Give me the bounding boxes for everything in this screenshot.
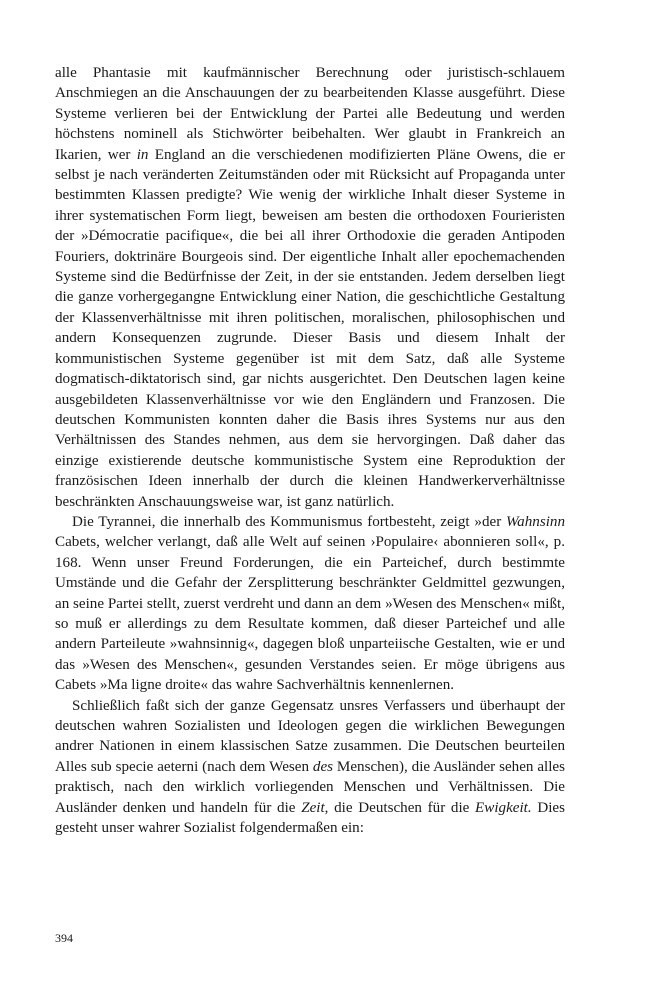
italic-text: Ewigkeit.: [475, 799, 532, 816]
text-run: Die Tyrannei, die innerhalb des Kommunismus fortbesteht, zeigt »der: [72, 513, 506, 530]
text-run: alle Phantasie mit kaufmännischer Berechnung oder juristisch-schlauem Anschmiegen an die Anschauungen der zu bearbeitenden Klasse ausgeführt. Diese Systeme verlieren bei der Entwicklung der Partei alle Bedeutung und werden höchstens nominell als Stichwörter beibehalten. Wer glaubt in Frankreich an Ikarien, wer: [55, 65, 565, 163]
text-run: , die Deutschen für die: [324, 799, 476, 816]
italic-text: Zeit: [301, 799, 325, 816]
text-run: Schließlich faßt sich der ganze Gegensatz unsres Verfassers und überhaupt der deutschen wahren Sozialisten und Ideologen gegen die wirklichen Bewegungen andrer Nationen in einem klassischen Satze zusammen. Die Deutschen beurteilen Alles sub specie aeterni (nach dem Wesen: [55, 697, 565, 775]
italic-text: des: [312, 758, 334, 775]
italic-text: in: [136, 146, 149, 163]
page-number: 394: [55, 931, 73, 945]
italic-text: Wahnsinn: [506, 513, 565, 530]
text-run: Dies gesteht unser wahrer Sozialist folgendermaßen ein:: [55, 799, 565, 837]
paragraph-1: [55, 63, 565, 512]
body-text: [55, 63, 565, 838]
paragraph-2: [55, 512, 565, 696]
text-run: England an die verschiedenen modifizierten Pläne Owens, die er selbst je nach veränderten Zeitumständen oder mit Rücksicht auf Propaganda unter bestimmten Klassen predigte? Wie wenig der wirkliche Inhalt dieser Systeme in ihrer systematischen Form liegt, beweisen am besten die orthodoxen Fourieristen der »Démocratie pacifique«, die bei all ihrer Orthodoxie die geraden Antipoden Fouriers, doktrinäre Bourgeois sind. Der eigentliche Inhalt aller epochemachenden Systeme sind die Bedürfnisse der Zeit, in der sie entstanden. Jedem derselben liegt die ganze vorhergegangne Entwicklung einer Nation, die geschichtliche Gestaltung der Klassenverhältnisse mit ihren politischen, moralischen, philosophischen und andern Konsequenzen zugrunde. Dieser Basis und diesem Inhalt der kommunistischen Systeme gegenüber ist mit dem Satz, daß alle Systeme dogmatisch-diktatorisch sind, gar nichts ausgerichtet. Den Deutschen lagen keine ausgebildeten Klassenverhältnisse vor wie den Engländern und Franzosen. Die deutschen Kommunisten konnten daher die Basis ihres Systems nur aus den Verhältnissen des Standes nehmen, aus dem sie hervorgingen. Daß daher das einzige existierende deutsche kommunistische System eine Reproduktion der französischen Ideen innerhalb der durch die kleinen Handwerkerverhältnisse beschränkten Anschauungsweise war, ist ganz natürlich.: [55, 146, 565, 510]
paragraph-3: [55, 696, 565, 839]
text-run: Menschen), die Ausländer sehen alles praktisch, nach den wirklich vorliegenden Menschen und Verhältnissen. Die Ausländer denken und handeln für die: [55, 758, 565, 816]
text-run: Cabets, welcher verlangt, daß alle Welt auf seinen ›Populaire‹ abonnieren soll«, p. 168. Wenn unser Freund Forderungen, die ein Parteichef, durch bestimmte Umstände und die Gefahr der Zersplitterung beschränkter Geldmittel gezwungen, an seine Partei stellt, zuerst verdreht und dann an dem »Wesen des Menschen« mißt, so muß er allerdings zu dem Resultate kommen, daß dieser Parteichef und alle andern Parteileute »wahnsinnig«, dagegen bloß unparteiische Gestalten, wie er und das »Wesen des Menschen«, gesunden Verstandes seien. Er möge übrigens aus Cabets »Ma ligne droite« das wahre Sachverhältnis kennenlernen.: [55, 534, 565, 694]
